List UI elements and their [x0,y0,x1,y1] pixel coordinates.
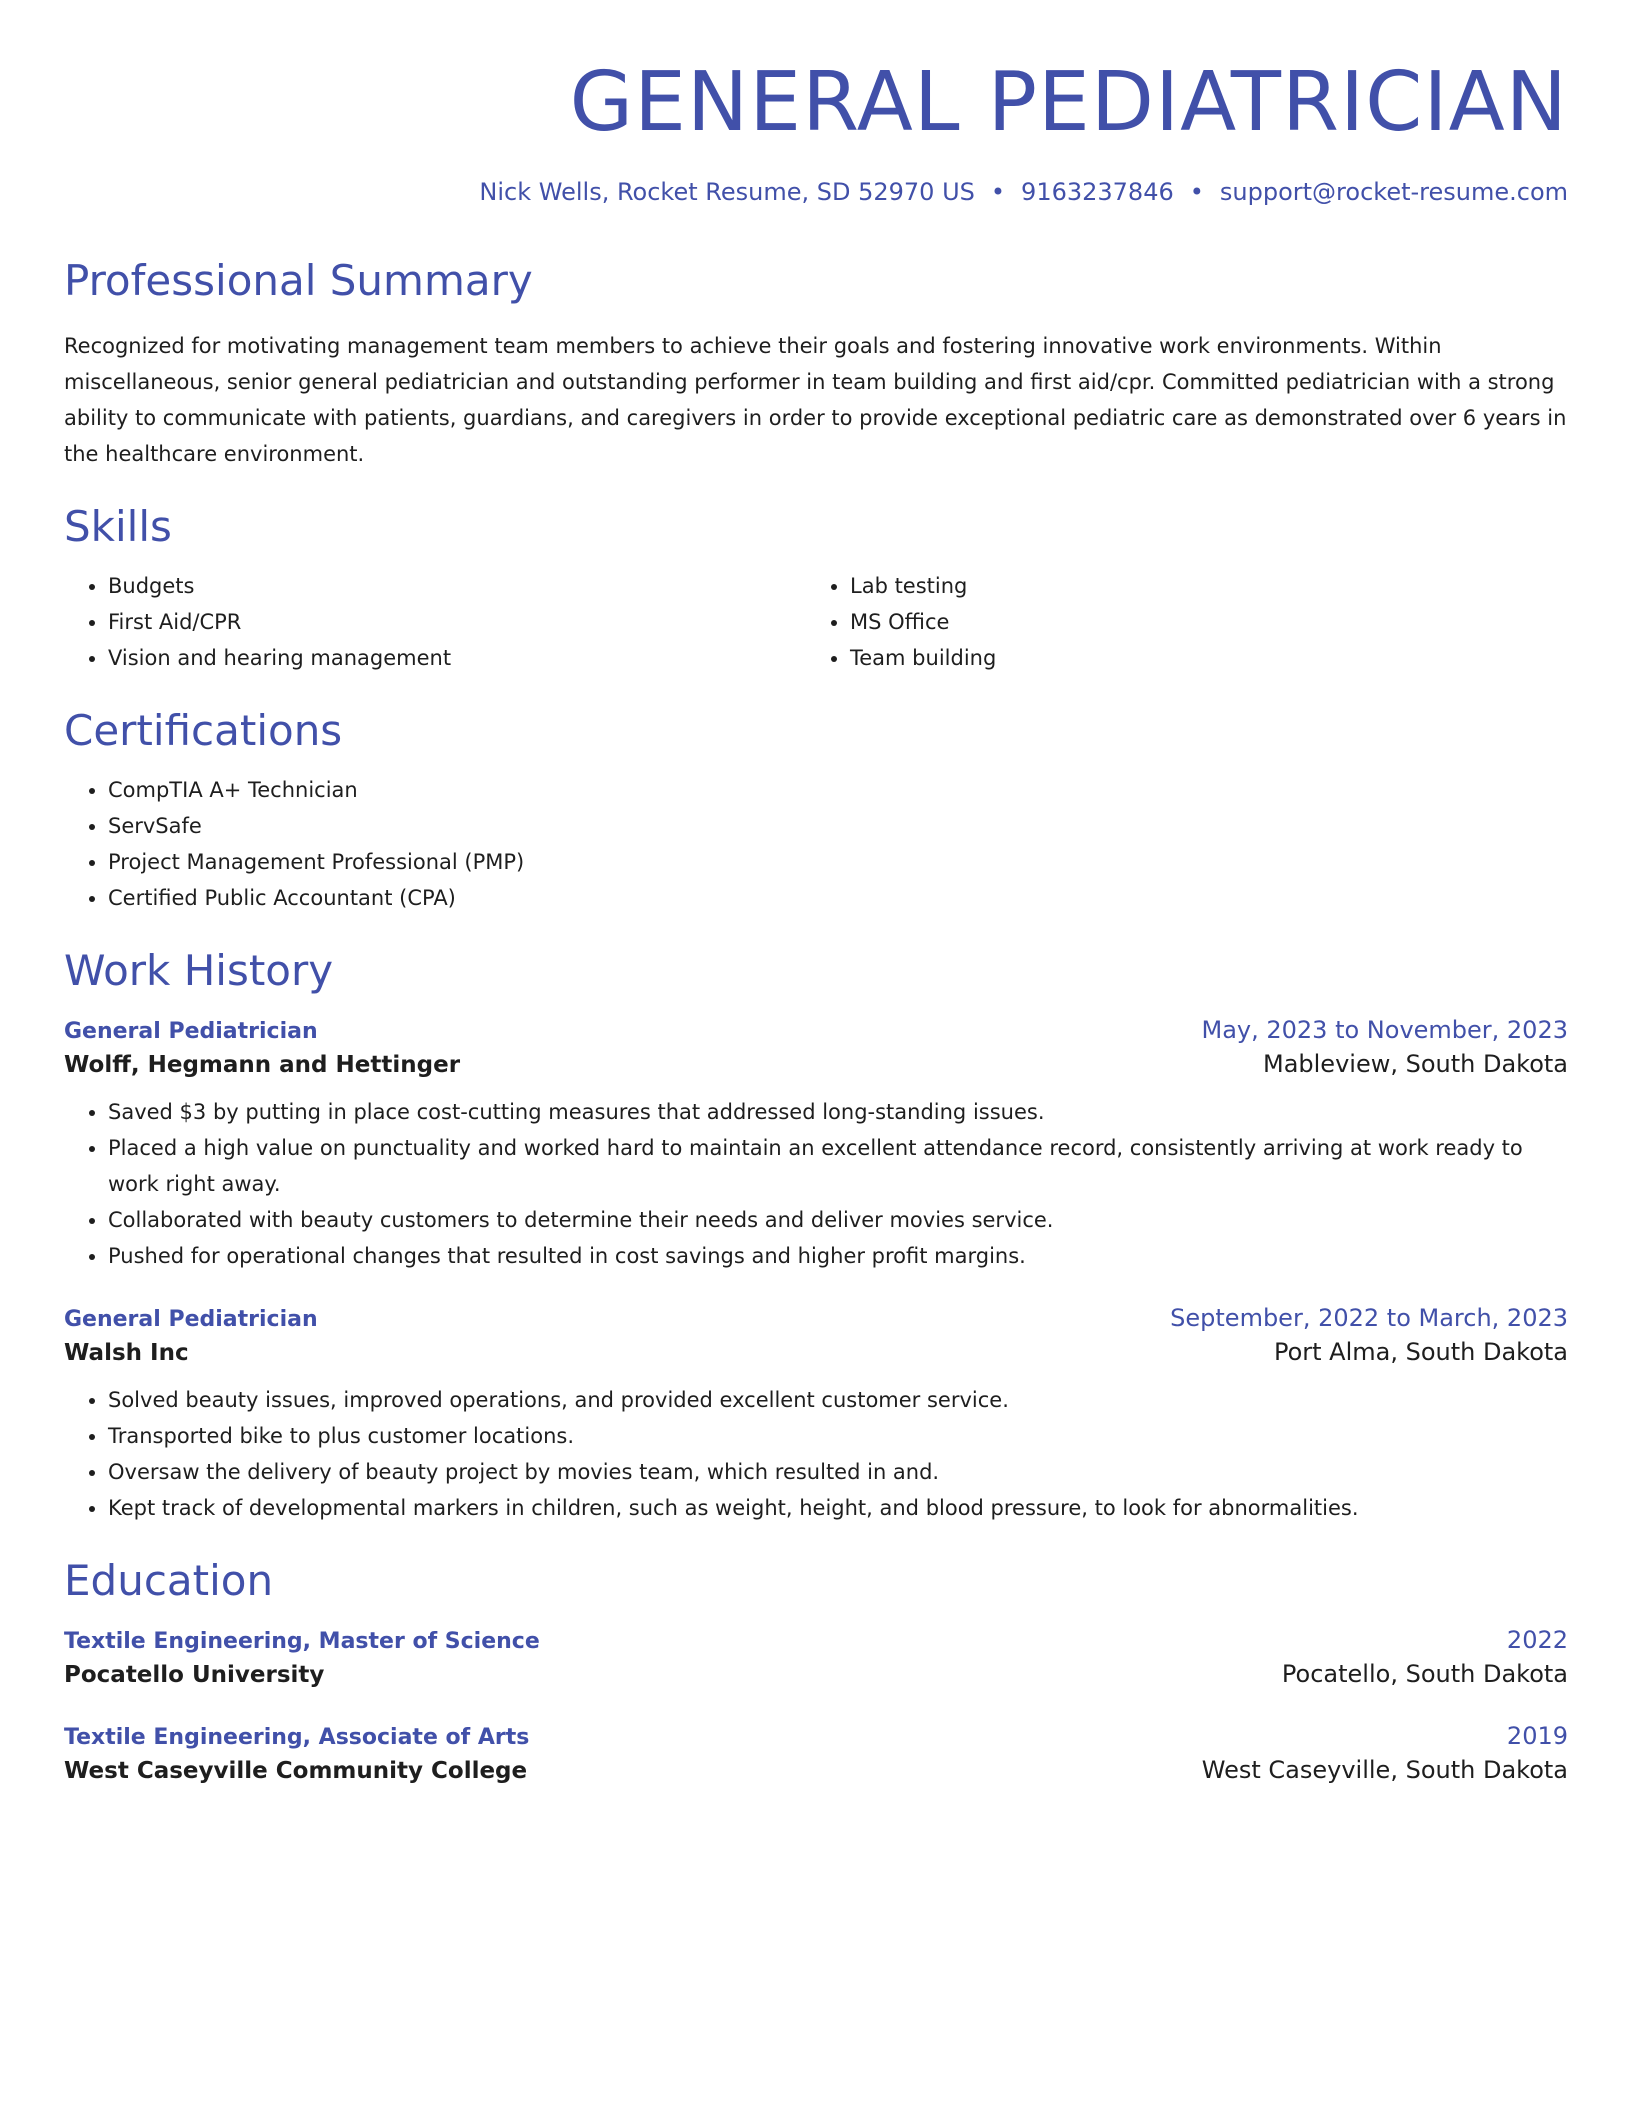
job-entry [64,1304,1568,1526]
education-heading: Education [64,1556,274,1605]
job-duty: • Collaborated with beauty customers to determine their needs and deliver movies service. [108,1202,1568,1238]
skill-item: • Vision and hearing management [108,640,806,676]
skill-item: • Lab testing [850,568,1548,604]
job-location: Port Alma, South Dakota [1273,1338,1568,1366]
job-company: Wolff, Hegmann and Hettinger [64,1052,461,1078]
job-company: Walsh Inc [64,1340,189,1366]
education-year: 2022 [1506,1626,1568,1654]
job-dates: May, 2023 to November, 2023 [1201,1016,1568,1044]
contact-address: Nick Wells, Rocket Resume, SD 52970 US [479,178,975,206]
job-duty: • Transported bike to plus customer locations. [108,1418,1568,1454]
skill-item: • MS Office [850,604,1548,640]
certifications-heading: Certifications [64,706,343,755]
education-school: West Caseyville Community College [64,1758,528,1784]
job-role: General Pediatrician [64,1307,318,1332]
contact-line [64,178,1568,206]
job-duty: • Kept track of developmental markers in children, such as weight, height, and blood pressure, to look for abnormalities. [108,1490,1568,1526]
education-location: West Caseyville, South Dakota [1201,1756,1568,1784]
education-location: Pocatello, South Dakota [1281,1660,1568,1688]
education-degree: Textile Engineering, Master of Science [64,1629,540,1654]
contact-email[interactable]: support@rocket-resume.com [1219,178,1568,206]
contact-separator: • [990,178,1006,206]
skills-column-left [64,568,806,676]
certifications-list [64,772,1568,916]
contact-separator: • [1189,178,1204,206]
skills-column-right [806,568,1548,676]
education-entry [64,1626,1568,1688]
job-duty: • Oversaw the delivery of beauty project by movies team, which resulted in and. [108,1454,1568,1490]
education-school: Pocatello University [64,1662,325,1688]
education-year: 2019 [1506,1722,1568,1750]
skills-list [64,568,1568,676]
job-role: General Pediatrician [64,1019,318,1044]
education-degree: Textile Engineering, Associate of Arts [64,1725,530,1750]
job-duty: • Saved $3 by putting in place cost-cutting measures that addressed long-standing issues. [108,1094,1568,1130]
job-entry [64,1016,1568,1274]
certification-item: • Project Management Professional (PMP) [108,844,1568,880]
contact-phone: 9163237846 [1021,178,1174,206]
certification-item: • Certified Public Accountant (CPA) [108,880,1568,916]
skill-item: • Team building [850,640,1548,676]
skills-heading: Skills [64,502,172,551]
work-history-heading: Work History [64,946,334,995]
job-dates: September, 2022 to March, 2023 [1170,1304,1568,1332]
candidate-title: GENERAL PEDIATRICIAN [569,55,1568,150]
resume-page [64,0,1568,1784]
job-duties [64,1382,1568,1526]
skill-item: • Budgets [108,568,806,604]
summary-text: Recognized for motivating management team members to achieve their goals and fostering innovative work environments. Within miscellaneous, senior general pediatrician and outstanding performer in team building and first aid/cpr. Committed pediatrician with a strong ability to communicate with patients, guardians, and caregivers in order to provide exceptional pediatric care as demonstrated over 6 years in the healthcare environment. [64,334,1567,466]
summary-heading: Professional Summary [64,256,533,305]
certification-item: • ServSafe [108,808,1568,844]
skill-item: • First Aid/CPR [108,604,806,640]
education-entry [64,1722,1568,1784]
job-duty: • Placed a high value on punctuality and worked hard to maintain an excellent attendance record, consistently arriving at work ready to work right away. [108,1130,1568,1202]
job-duties [64,1094,1568,1274]
job-duty: • Pushed for operational changes that resulted in cost savings and higher profit margins. [108,1238,1568,1274]
certification-item: • CompTIA A+ Technician [108,772,1568,808]
job-location: Mableview, South Dakota [1262,1050,1568,1078]
job-duty: • Solved beauty issues, improved operations, and provided excellent customer service. [108,1382,1568,1418]
